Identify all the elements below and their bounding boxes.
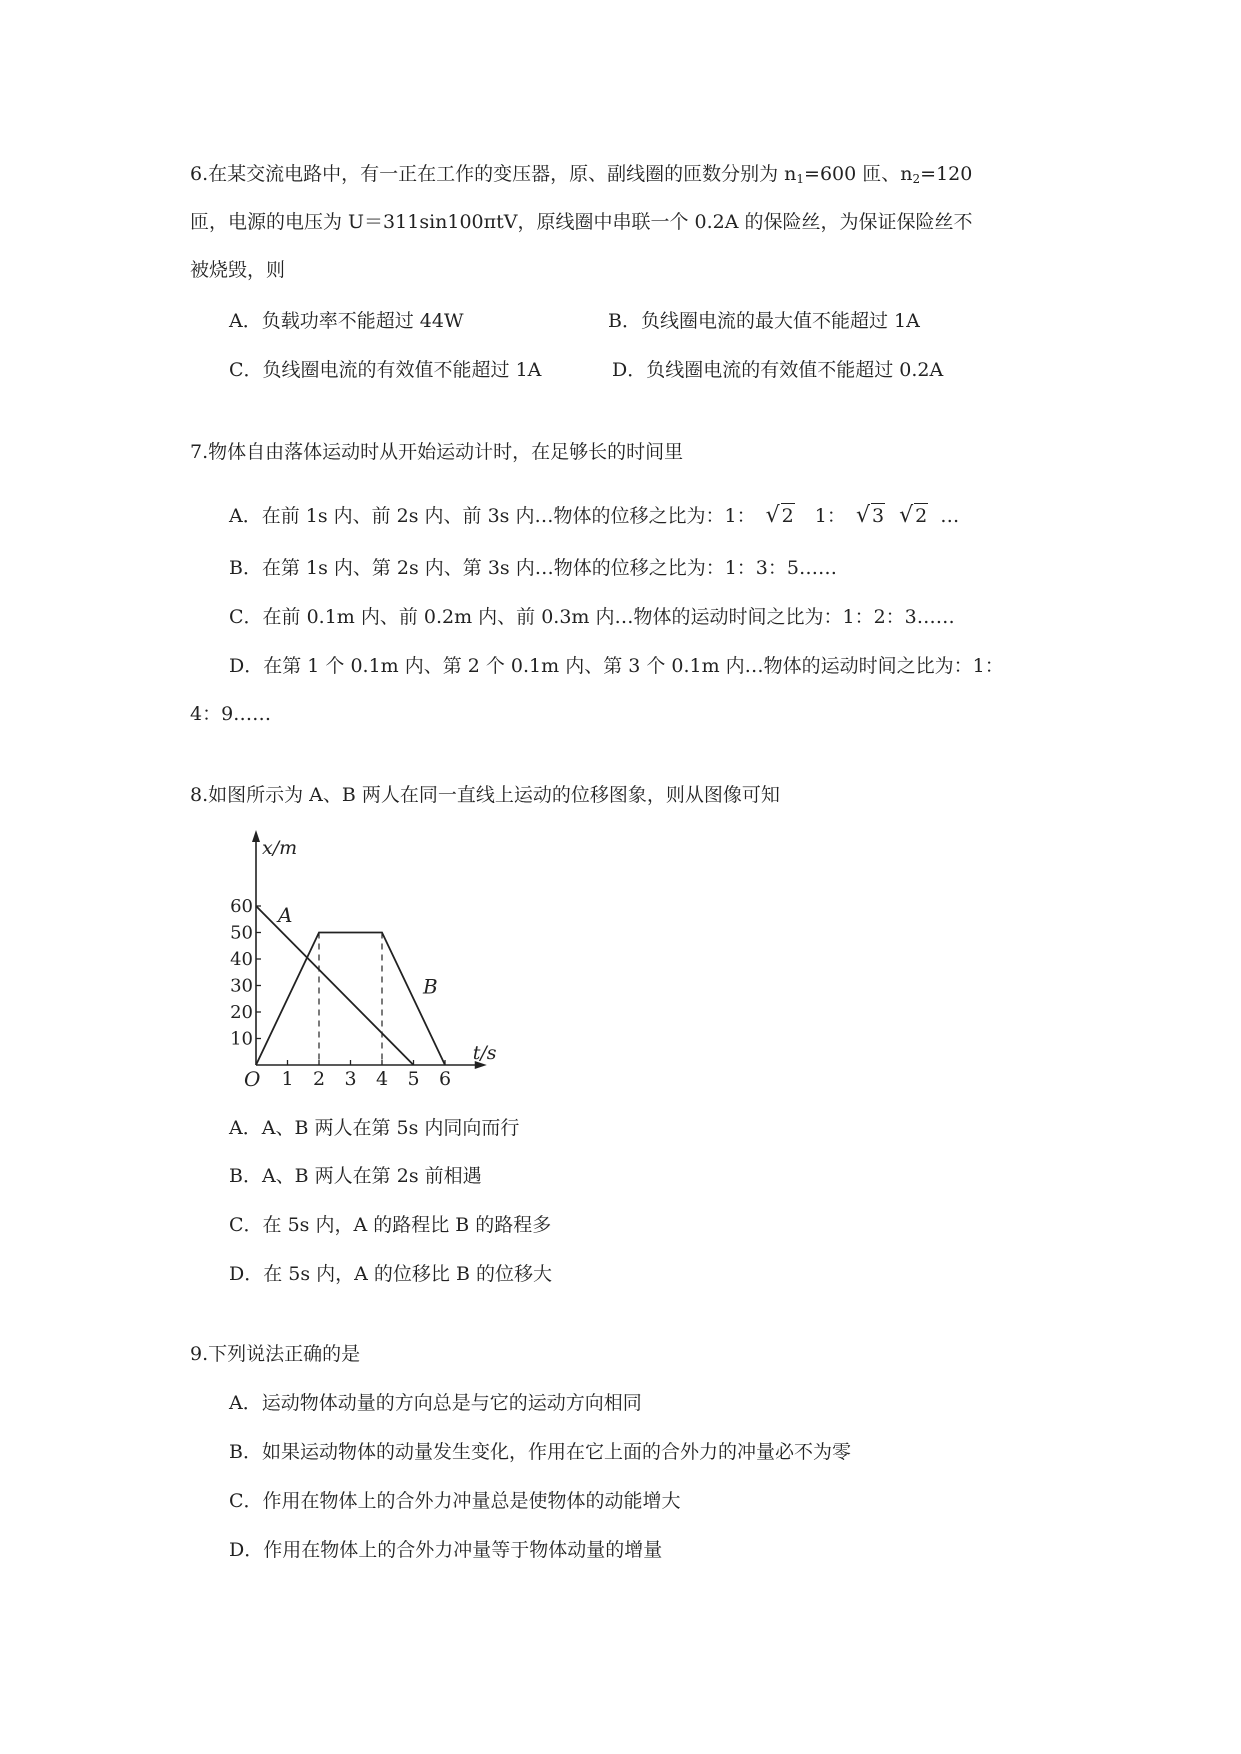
q6-option-c: C．负线圈电流的有效值不能超过 1A (229, 359, 542, 381)
y-tick-label: 50 (230, 922, 253, 944)
x-tick-label: 5 (407, 1068, 420, 1090)
q9-option-b: B．如果运动物体的动量发生变化，作用在它上面的合外力的冲量必不为零 (229, 1441, 851, 1463)
y-axis-arrow (252, 830, 260, 842)
q7-option-c: C．在前 0.1m 内、前 0.2m 内、前 0.3m 内…物体的运动时间之比为：1：2：3…… (229, 606, 955, 628)
series-label-a: A (278, 902, 293, 927)
q9-option-c: C．作用在物体上的合外力冲量总是使物体的动能增大 (229, 1490, 681, 1512)
q8-option-a: A．A、B 两人在第 5s 内同向而行 (229, 1117, 520, 1139)
y-tick-label: 30 (230, 975, 253, 997)
x-axis-label: t/s (472, 1042, 497, 1064)
q7-option-d-line2: 4：9…… (190, 703, 272, 725)
q6-option-b: B．负线圈电流的最大值不能超过 1A (608, 310, 920, 332)
chart-labels (230, 837, 497, 1091)
q8-option-d: D．在 5s 内，A 的位移比 B 的位移大 (229, 1263, 552, 1285)
q6-option-d: D．负线圈电流的有效值不能超过 0.2A (612, 359, 944, 381)
sqrt-2-expression: √ 2 (765, 503, 794, 528)
q6-stem-line3: 被烧毁，则 (190, 259, 286, 281)
chart-guides (319, 933, 382, 1066)
x-tick-label: 2 (312, 1068, 326, 1090)
q8-option-c: C．在 5s 内，A 的路程比 B 的路程多 (229, 1214, 552, 1236)
q9-stem: 9.下列说法正确的是 (190, 1343, 361, 1365)
x-tick-label: 6 (438, 1068, 452, 1090)
y-tick-label: 20 (230, 1002, 253, 1023)
displacement-time-chart (230, 830, 546, 1091)
series-label-b: B (422, 974, 438, 999)
x-tick-label: 4 (375, 1068, 389, 1090)
x-tick-label: 1 (281, 1068, 294, 1090)
x-tick-label: 3 (344, 1068, 357, 1090)
y-tick-label: 10 (230, 1028, 253, 1050)
y-tick-label: 40 (230, 949, 253, 970)
q7-stem: 7.物体自由落体运动时从开始运动计时，在足够长的时间里 (190, 441, 684, 463)
q9-option-d: D．作用在物体上的合外力冲量等于物体动量的增量 (229, 1539, 663, 1561)
origin-label: O (244, 1067, 261, 1091)
chart-series (256, 906, 445, 1065)
series-line-a (256, 906, 414, 1065)
sqrt-2-expression-2: √ 2 (899, 503, 928, 528)
q6-stem-line2: 匝，电源的电压为 U＝311sin100πtV，原线圈中串联一个 0.2A 的保险丝，为保证保险丝不 (190, 211, 973, 233)
q7-option-d-line1: D．在第 1 个 0.1m 内、第 2 个 0.1m 内、第 3 个 0.1m 内…物体的运动时间之比为：1： (229, 655, 1004, 677)
series-line-b (256, 933, 445, 1066)
q8-option-b: B．A、B 两人在第 2s 前相遇 (229, 1165, 482, 1187)
q6-option-a: A．负载功率不能超过 44W (229, 310, 464, 332)
sqrt-3-expression: √ 3 (855, 503, 885, 528)
q9-option-a: A．运动物体动量的方向总是与它的运动方向相同 (229, 1392, 642, 1414)
y-axis-label: x/m (262, 837, 298, 859)
q8-stem: 8.如图所示为 A、B 两人在同一直线上运动的位移图象，则从图像可知 (190, 784, 780, 806)
q7-option-b: B．在第 1s 内、第 2s 内、第 3s 内…物体的位移之比为：1：3：5…… (229, 557, 837, 579)
chart-axes (252, 830, 487, 1069)
y-tick-label: 60 (230, 896, 253, 917)
q6-stem-line1: 6.在某交流电路中，有一正在工作的变压器，原、副线圈的匝数分别为 $n_1=600$ 匝、$n_2=120$ (190, 163, 973, 186)
q7-option-a: A．在前 1s 内、前 2s 内、前 3s 内…物体的位移之比为：1： √ 2 1： √ 3 √ 2 … (229, 503, 960, 528)
